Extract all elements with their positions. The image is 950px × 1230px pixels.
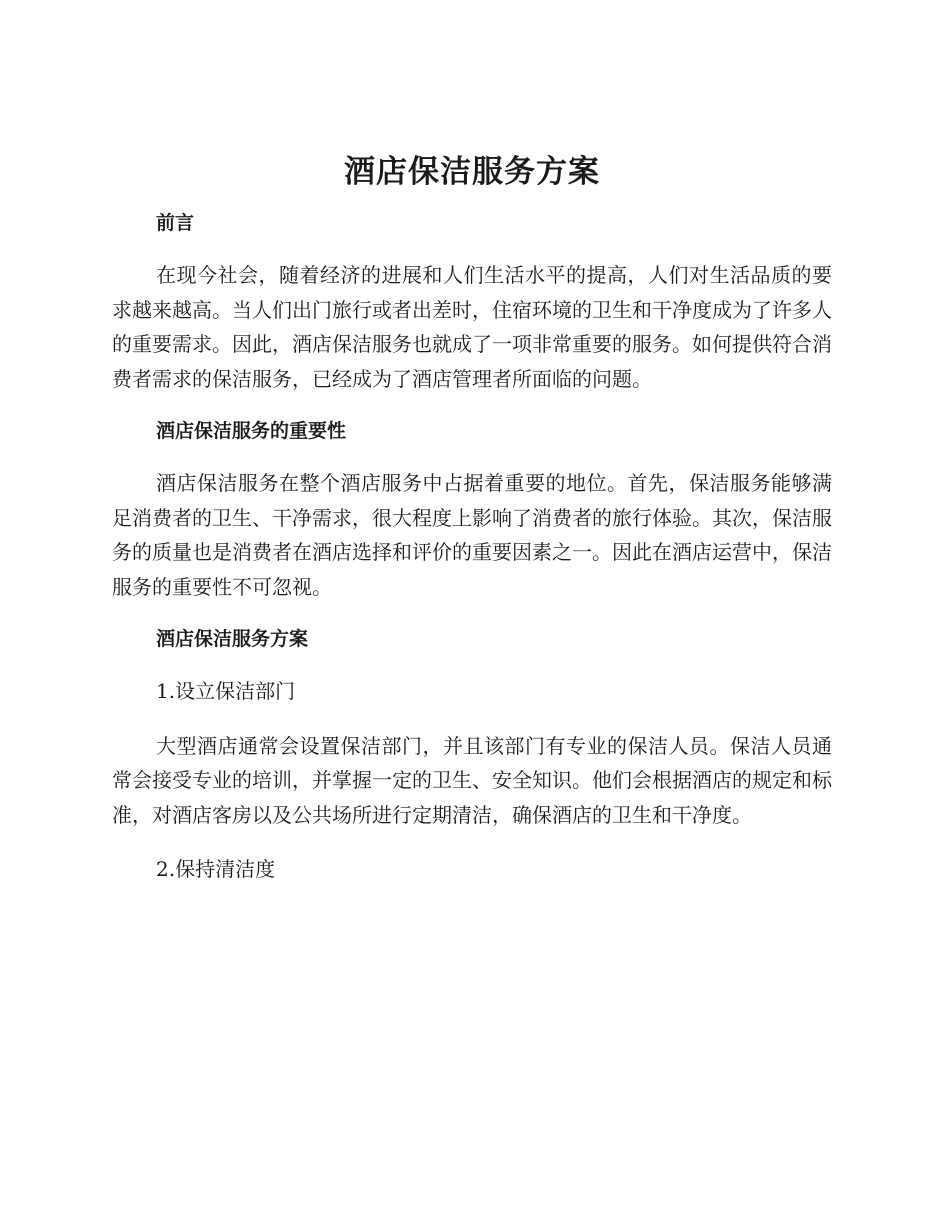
plan-item-title-cleanliness: 2.保持清洁度: [156, 857, 276, 881]
section-heading-importance: 酒店保洁服务的重要性: [156, 420, 347, 442]
preface-paragraph: 在现今社会，随着经济的进展和人们生活水平的提高，人们对生活品质的要求越来越高。当人们出门旅行或者出差时，住宿环境的卫生和干净度成为了许多人的重要需求。因此，酒店保洁服务也就成了一项非常重要的服务。如何提供符合消费者需求的保洁服务，已经成为了酒店管理者所面临的问题。: [112, 263, 832, 391]
section-heading-plan: 酒店保洁服务方案: [156, 628, 309, 650]
importance-paragraph: 酒店保洁服务在整个酒店服务中占据着重要的地位。首先，保洁服务能够满足消费者的卫生、干净需求，很大程度上影响了消费者的旅行体验。其次，保洁服务的质量也是消费者在酒店选择和评价的重要因素之一。因此在酒店运营中，保洁服务的重要性不可忽视。: [112, 471, 832, 599]
document-content: [112, 150, 832, 907]
plan-item-title-department: 1.设立保洁部门: [156, 679, 296, 703]
document-title: 酒店保洁服务方案: [344, 154, 600, 190]
plan-item-text-department: 大型酒店通常会设置保洁部门，并且该部门有专业的保洁人员。保洁人员通常会接受专业的培训，并掌握一定的卫生、安全知识。他们会根据酒店的规定和标准，对酒店客房以及公共场所进行定期清洁，确保酒店的卫生和干净度。: [112, 733, 832, 827]
section-heading-preface: 前言: [156, 212, 195, 234]
